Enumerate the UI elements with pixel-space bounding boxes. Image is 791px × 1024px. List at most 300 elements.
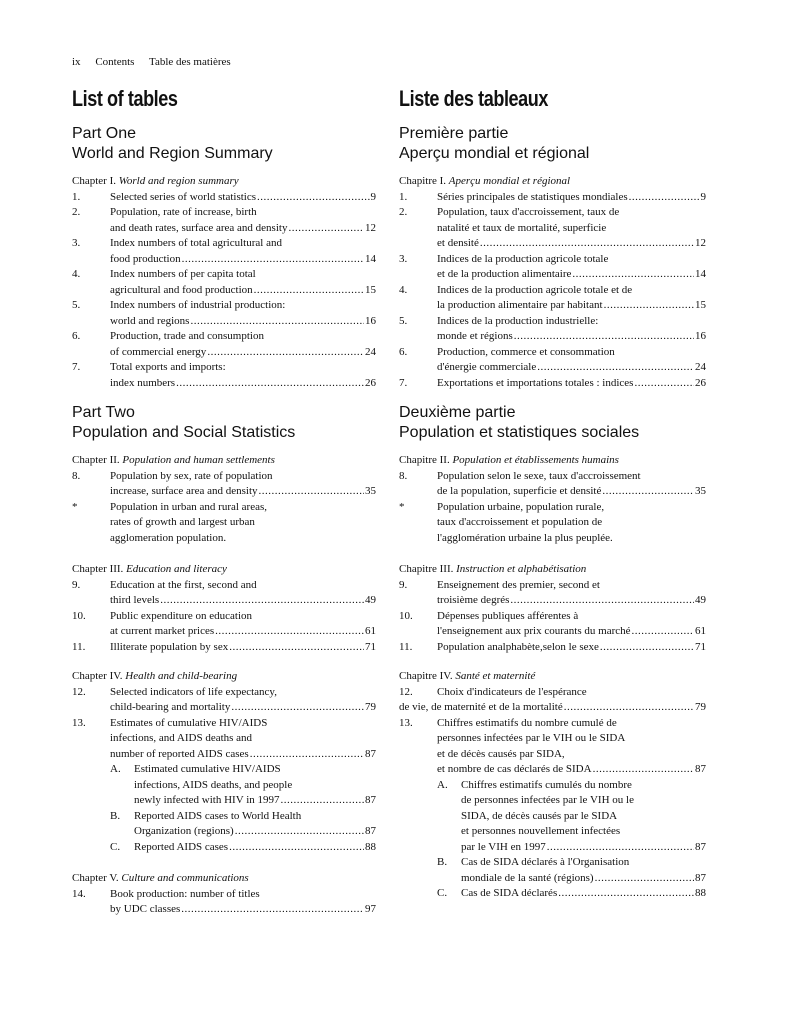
entry-text: Estimates of cumulative HIV/AIDS <box>110 716 268 729</box>
part-label: Part One <box>72 125 137 142</box>
toc-list-en-part1 <box>72 174 376 391</box>
entry-line <box>437 578 706 594</box>
entry-line <box>110 376 376 392</box>
entry-text: et de décès causés par SIDA, <box>437 747 565 760</box>
entry-line <box>437 236 706 252</box>
entry-number: 1. <box>72 190 81 203</box>
part-label: Deuxième partie <box>399 404 516 421</box>
entry-number <box>399 855 437 886</box>
subentry-body <box>461 886 706 902</box>
subentry <box>110 809 376 840</box>
entry-line <box>437 345 706 361</box>
dot-leader <box>288 221 364 237</box>
entry-line <box>134 793 376 809</box>
subentry-wrap <box>110 840 376 856</box>
entry-text: Book production: number of titles <box>110 887 260 900</box>
entry-body <box>110 469 376 500</box>
entry-text: Indices de la production agricole totale et de <box>437 283 633 296</box>
subentry-letter: C. <box>110 840 121 853</box>
subentry-body <box>134 762 376 809</box>
entry-text: by UDC classes <box>110 903 181 915</box>
entry-text: third levels <box>110 594 160 606</box>
entry-line <box>110 515 376 531</box>
entry-text: Population selon le sexe, taux d'accroissement <box>437 469 641 482</box>
subentry <box>110 840 376 856</box>
toc-entry <box>399 578 706 609</box>
toc-entry <box>399 205 706 252</box>
entry-line <box>110 360 376 376</box>
dot-leader <box>235 824 364 840</box>
subentry <box>110 762 376 809</box>
entry-line <box>437 205 706 221</box>
entry-text: Chiffres estimatifs cumulés du nombre <box>461 778 632 791</box>
dot-leader <box>600 640 694 656</box>
entry-line <box>437 593 706 609</box>
entry-line <box>437 609 706 625</box>
entry-body <box>437 283 706 314</box>
entry-text: newly infected with HIV in 1997 <box>134 794 280 806</box>
chapter-heading <box>399 562 706 578</box>
entry-line <box>110 578 376 594</box>
entry-line <box>437 190 706 206</box>
entry-line <box>437 283 706 299</box>
toc-subentry <box>72 762 376 809</box>
dot-leader <box>254 283 364 299</box>
toc-entry <box>72 329 376 360</box>
english-column <box>72 86 376 918</box>
entry-body <box>110 190 376 206</box>
entry-line <box>110 700 376 716</box>
entry-text: Index numbers of industrial production: <box>110 299 286 311</box>
page-number: 12 <box>695 237 706 249</box>
chapter-name: Population et établissements humains <box>452 454 619 466</box>
toc-entry <box>72 236 376 267</box>
entry-body <box>110 205 376 236</box>
entry-line <box>437 640 706 656</box>
chapter-heading <box>72 871 376 887</box>
entry-number: 7. <box>399 376 408 389</box>
entry-line <box>134 778 376 794</box>
entry-number: 11. <box>399 640 413 653</box>
header-contents-fr: Table des matières <box>149 56 231 68</box>
entry-text: child-bearing and mortality <box>110 701 231 713</box>
chapter-name: Population and human settlements <box>122 454 275 466</box>
entry-text: food production <box>110 252 181 265</box>
entry-text: Population by sex, rate of population <box>110 469 273 482</box>
dot-leader <box>480 236 694 252</box>
entry-number: 5. <box>72 299 81 311</box>
subentry-letter: B. <box>110 809 121 822</box>
entry-number: 9. <box>72 578 81 591</box>
entry-number <box>72 809 110 840</box>
entry-text: Population analphabète,selon le sexe <box>437 640 599 653</box>
entry-text: Population, rate of increase, birth <box>110 206 257 218</box>
subentry <box>437 886 706 902</box>
chapter-prefix: Chapter III. <box>72 563 124 575</box>
entry-body <box>110 267 376 298</box>
page-number: 87 <box>365 825 376 837</box>
entry-number: 4. <box>399 283 408 296</box>
entry-line <box>110 190 376 206</box>
entry-text: l'agglomération urbaine la plus peuplée. <box>437 531 613 544</box>
entry-body <box>110 685 376 716</box>
page-number: 16 <box>695 330 706 342</box>
entry-line <box>110 283 376 299</box>
entry-text: Exportations et importations totales : indices <box>437 376 634 389</box>
entry-text: personnes infectées par le VIH ou le SIDA <box>437 732 626 744</box>
entry-line <box>110 609 376 625</box>
entry-line <box>399 700 706 716</box>
entry-body <box>437 685 706 701</box>
entry-number: 3. <box>399 252 408 265</box>
page-number: 61 <box>365 625 376 637</box>
entry-body <box>110 716 376 763</box>
entry-line <box>110 902 376 918</box>
entry-number: 10. <box>72 609 86 622</box>
entry-text: Education at the first, second and <box>110 578 257 591</box>
entry-body <box>110 236 376 267</box>
chapter-prefix: Chapitre III. <box>399 563 454 575</box>
part-heading-fr-2 <box>399 403 706 443</box>
entry-text: la production alimentaire par habitant <box>437 299 603 311</box>
page-number: 87 <box>695 763 706 775</box>
entry-line <box>134 824 376 840</box>
part-name: World and Region Summary <box>72 145 273 162</box>
page-number: 35 <box>365 485 376 497</box>
entry-text: world and regions <box>110 314 190 327</box>
entry-body <box>437 190 706 206</box>
page-number: 14 <box>365 252 376 265</box>
entry-text: Chiffres estimatifs du nombre cumulé de <box>437 716 617 729</box>
dot-leader <box>257 190 369 206</box>
dot-leader <box>604 298 694 314</box>
entry-text: taux d'accroissement et population de <box>437 516 603 528</box>
entry-line <box>437 685 706 701</box>
toc-entry <box>399 500 706 547</box>
toc-list-en-part2 <box>72 453 376 918</box>
toc-entry <box>72 716 376 763</box>
entry-body <box>110 500 376 547</box>
entry-line <box>437 624 706 640</box>
page-number: 26 <box>695 376 706 389</box>
entry-number: 14. <box>72 887 86 900</box>
entry-body <box>437 609 706 640</box>
entry-body <box>437 716 706 778</box>
toc-entry <box>399 190 706 206</box>
entry-number: 8. <box>399 469 408 482</box>
page-number: 24 <box>365 345 376 358</box>
toc-entry <box>72 578 376 609</box>
french-column <box>399 86 706 902</box>
toc-subentry <box>399 855 706 886</box>
page-number: 71 <box>695 640 706 653</box>
entry-text: Illiterate population by sex <box>110 640 229 653</box>
entry-line <box>110 329 376 345</box>
entry-text: Cas de SIDA déclarés <box>461 887 558 899</box>
entry-body <box>437 578 706 609</box>
page-number: 49 <box>365 594 376 606</box>
entry-text: Dépenses publiques afférentes à <box>437 609 579 622</box>
entry-text: number of reported AIDS cases <box>110 747 249 760</box>
running-header <box>72 56 243 68</box>
dot-leader <box>231 700 364 716</box>
entry-text: Enseignement des premier, second et <box>437 578 600 591</box>
page-number: 97 <box>365 903 376 915</box>
entry-number: 5. <box>399 314 408 327</box>
entry-text: d'énergie commerciale <box>437 361 537 373</box>
subentry-body <box>134 809 376 840</box>
entry-text: Production, commerce et consommation <box>437 345 615 358</box>
entry-body <box>110 609 376 640</box>
subentry-wrap <box>437 778 706 856</box>
entry-line <box>110 640 376 656</box>
entry-line <box>110 236 376 252</box>
entry-text: et personnes nouvellement infectées <box>461 825 621 837</box>
entry-text: agglomeration population. <box>110 531 227 544</box>
dot-leader <box>229 640 364 656</box>
subentry-letter: C. <box>437 887 448 899</box>
entry-number: 11. <box>72 640 86 653</box>
entry-body <box>437 345 706 376</box>
toc-entry <box>72 469 376 500</box>
chapter-heading <box>399 174 706 190</box>
page-number: 87 <box>695 840 706 853</box>
entry-line <box>437 360 706 376</box>
subentry-wrap <box>110 809 376 840</box>
chapter-name: Aperçu mondial et régional <box>448 175 571 187</box>
entry-text: Cas de SIDA déclarés à l'Organisation <box>461 856 630 868</box>
page-number: 16 <box>365 314 376 327</box>
entry-body <box>110 578 376 609</box>
entry-text: infections, AIDS deaths, and people <box>134 778 293 791</box>
entry-text: et nombre de cas déclarés de SIDA <box>437 763 592 775</box>
entry-body <box>437 469 706 500</box>
page-number: 35 <box>695 485 706 497</box>
page-number: 87 <box>365 747 376 760</box>
entry-number: 13. <box>72 716 86 729</box>
dot-leader <box>593 762 694 778</box>
entry-text: Index numbers of total agricultural and <box>110 237 282 249</box>
subentry-wrap <box>437 886 706 902</box>
entry-text: Population in urban and rural areas, <box>110 500 268 513</box>
chapter-name: Culture and communications <box>121 872 249 884</box>
entry-text: monde et régions <box>437 330 513 342</box>
toc-entry <box>399 609 706 640</box>
entry-line <box>461 855 706 871</box>
chapter-name: Instruction et alphabétisation <box>456 563 587 575</box>
entry-text: Index numbers of per capita total <box>110 268 256 280</box>
entry-line <box>110 252 376 268</box>
entry-text: index numbers <box>110 376 176 389</box>
chapter-prefix: Chapter V. <box>72 872 119 884</box>
entry-text: Selected series of world statistics <box>110 190 257 203</box>
entry-number: 3. <box>72 237 81 249</box>
page-number: 71 <box>365 640 376 653</box>
entry-text: increase, surface area and density <box>110 485 258 497</box>
entry-line <box>110 469 376 485</box>
toc-entry <box>72 190 376 206</box>
entry-line <box>437 252 706 268</box>
page-number: 12 <box>365 221 376 234</box>
dot-leader <box>629 190 700 206</box>
toc-entry <box>72 205 376 236</box>
page-number: 15 <box>365 283 376 296</box>
subentry-letter: A. <box>437 778 448 791</box>
part-name: Population et statistiques sociales <box>399 424 640 441</box>
toc-entry <box>399 685 706 701</box>
dot-leader <box>514 329 694 345</box>
part-label: Part Two <box>72 404 135 421</box>
entry-text: de personnes infectées par le VIH ou le <box>461 794 634 806</box>
entry-line <box>110 314 376 330</box>
toc-entry <box>399 376 706 392</box>
page-number: 26 <box>365 376 376 389</box>
entry-line <box>461 824 706 840</box>
entry-number <box>399 886 437 902</box>
chapter-prefix: Chapter II. <box>72 454 120 466</box>
subentry-body <box>134 840 376 856</box>
part-heading-en-2 <box>72 403 376 443</box>
entry-text: mondiale de la santé (régions) <box>461 871 594 884</box>
toc-entry <box>72 887 376 918</box>
page-number: 15 <box>695 299 706 311</box>
entry-number: 12. <box>72 685 86 698</box>
toc-entry <box>72 267 376 298</box>
chapter-prefix: Chapter I. <box>72 175 116 187</box>
entry-number: 13. <box>399 716 413 729</box>
page-number: 24 <box>695 361 706 373</box>
entry-line <box>461 871 706 887</box>
entry-body <box>110 640 376 656</box>
entry-text: Organization (regions) <box>134 825 234 837</box>
entry-text: de la population, superficie et densité <box>437 485 602 497</box>
chapter-name: Santé et maternité <box>455 670 536 682</box>
dot-leader <box>281 793 364 809</box>
subentry <box>437 855 706 886</box>
dot-leader <box>176 376 364 392</box>
entry-number: 6. <box>72 330 81 342</box>
entry-text: Public expenditure on education <box>110 609 253 622</box>
dot-leader <box>564 700 694 716</box>
entry-body <box>437 500 706 547</box>
subentry <box>437 778 706 856</box>
chapter-heading <box>72 562 376 578</box>
entry-line <box>110 731 376 747</box>
part-name: Aperçu mondial et régional <box>399 145 590 162</box>
entry-number: 4. <box>72 268 81 280</box>
entry-text: Selected indicators of life expectancy, <box>110 685 277 698</box>
page-number: 79 <box>365 701 376 713</box>
subentry-letter: B. <box>437 856 448 868</box>
subentry-body <box>461 855 706 886</box>
dot-leader <box>595 871 694 887</box>
entry-line <box>110 531 376 547</box>
entry-number: 8. <box>72 469 81 482</box>
entry-line <box>437 515 706 531</box>
entry-line <box>437 376 706 392</box>
entry-body <box>437 314 706 345</box>
entry-number: 1. <box>399 190 408 203</box>
toc-subentry <box>72 840 376 856</box>
entry-number: 10. <box>399 609 413 622</box>
dot-leader <box>634 376 694 392</box>
entry-text: par le VIH en 1997 <box>461 840 546 853</box>
entry-text: Séries principales de statistiques mondiales <box>437 190 628 203</box>
entry-line <box>437 314 706 330</box>
dot-leader <box>181 902 364 918</box>
dot-leader <box>537 360 694 376</box>
toc-entry <box>72 500 376 547</box>
part-label: Première partie <box>399 125 509 142</box>
entry-line <box>437 731 706 747</box>
dot-leader <box>558 886 694 902</box>
dot-leader <box>207 345 364 361</box>
entry-line <box>110 500 376 516</box>
entry-line <box>437 716 706 732</box>
toc-entry <box>72 360 376 391</box>
page-number: 79 <box>695 701 706 713</box>
chapter-name: Education and literacy <box>126 563 227 575</box>
entry-body <box>437 252 706 283</box>
toc-entry <box>399 252 706 283</box>
chapter-prefix: Chapitre I. <box>399 175 447 187</box>
entry-line <box>110 484 376 500</box>
entry-line <box>437 329 706 345</box>
dot-leader <box>160 593 364 609</box>
toc-entry <box>399 716 706 778</box>
entry-text: et densité <box>437 237 479 249</box>
page-number: 9 <box>700 190 706 203</box>
dot-leader <box>510 593 694 609</box>
entry-text: natalité et taux de mortalité, superficie <box>437 221 607 234</box>
entry-text: and death rates, surface area and density <box>110 221 288 234</box>
list-title-fr: Liste des tableaux <box>399 86 549 111</box>
entry-body <box>437 376 706 392</box>
entry-line <box>110 716 376 732</box>
toc-entry <box>399 314 706 345</box>
entry-text: Population, taux d'accroissement, taux de <box>437 206 620 218</box>
entry-line <box>461 886 706 902</box>
entry-text: et de la production alimentaire <box>437 268 572 280</box>
chapter-heading <box>399 669 706 685</box>
entry-text: Population urbaine, population rurale, <box>437 500 605 513</box>
entry-line <box>110 345 376 361</box>
entry-line <box>437 747 706 763</box>
entry-line <box>110 624 376 640</box>
entry-line <box>110 685 376 701</box>
toc-entry <box>399 283 706 314</box>
dot-leader <box>190 314 364 330</box>
entry-line <box>110 593 376 609</box>
chapter-name: World and region summary <box>118 175 239 187</box>
chapter-name: Health and child-bearing <box>125 670 238 682</box>
page-number: 14 <box>695 268 706 280</box>
toc-subentry <box>399 886 706 902</box>
entry-line <box>437 267 706 283</box>
entry-line <box>461 778 706 794</box>
chapter-heading <box>399 453 706 469</box>
entry-body <box>110 329 376 360</box>
entry-text: Reported AIDS cases <box>134 840 229 853</box>
entry-line <box>110 298 376 314</box>
entry-body <box>110 887 376 918</box>
entry-text: Reported AIDS cases to World Health <box>134 809 302 822</box>
entry-line <box>110 221 376 237</box>
page-number: 88 <box>695 887 706 899</box>
dot-leader <box>229 840 364 856</box>
entry-text: de vie, de maternité et de la mortalité <box>399 701 563 713</box>
dot-leader <box>632 624 695 640</box>
